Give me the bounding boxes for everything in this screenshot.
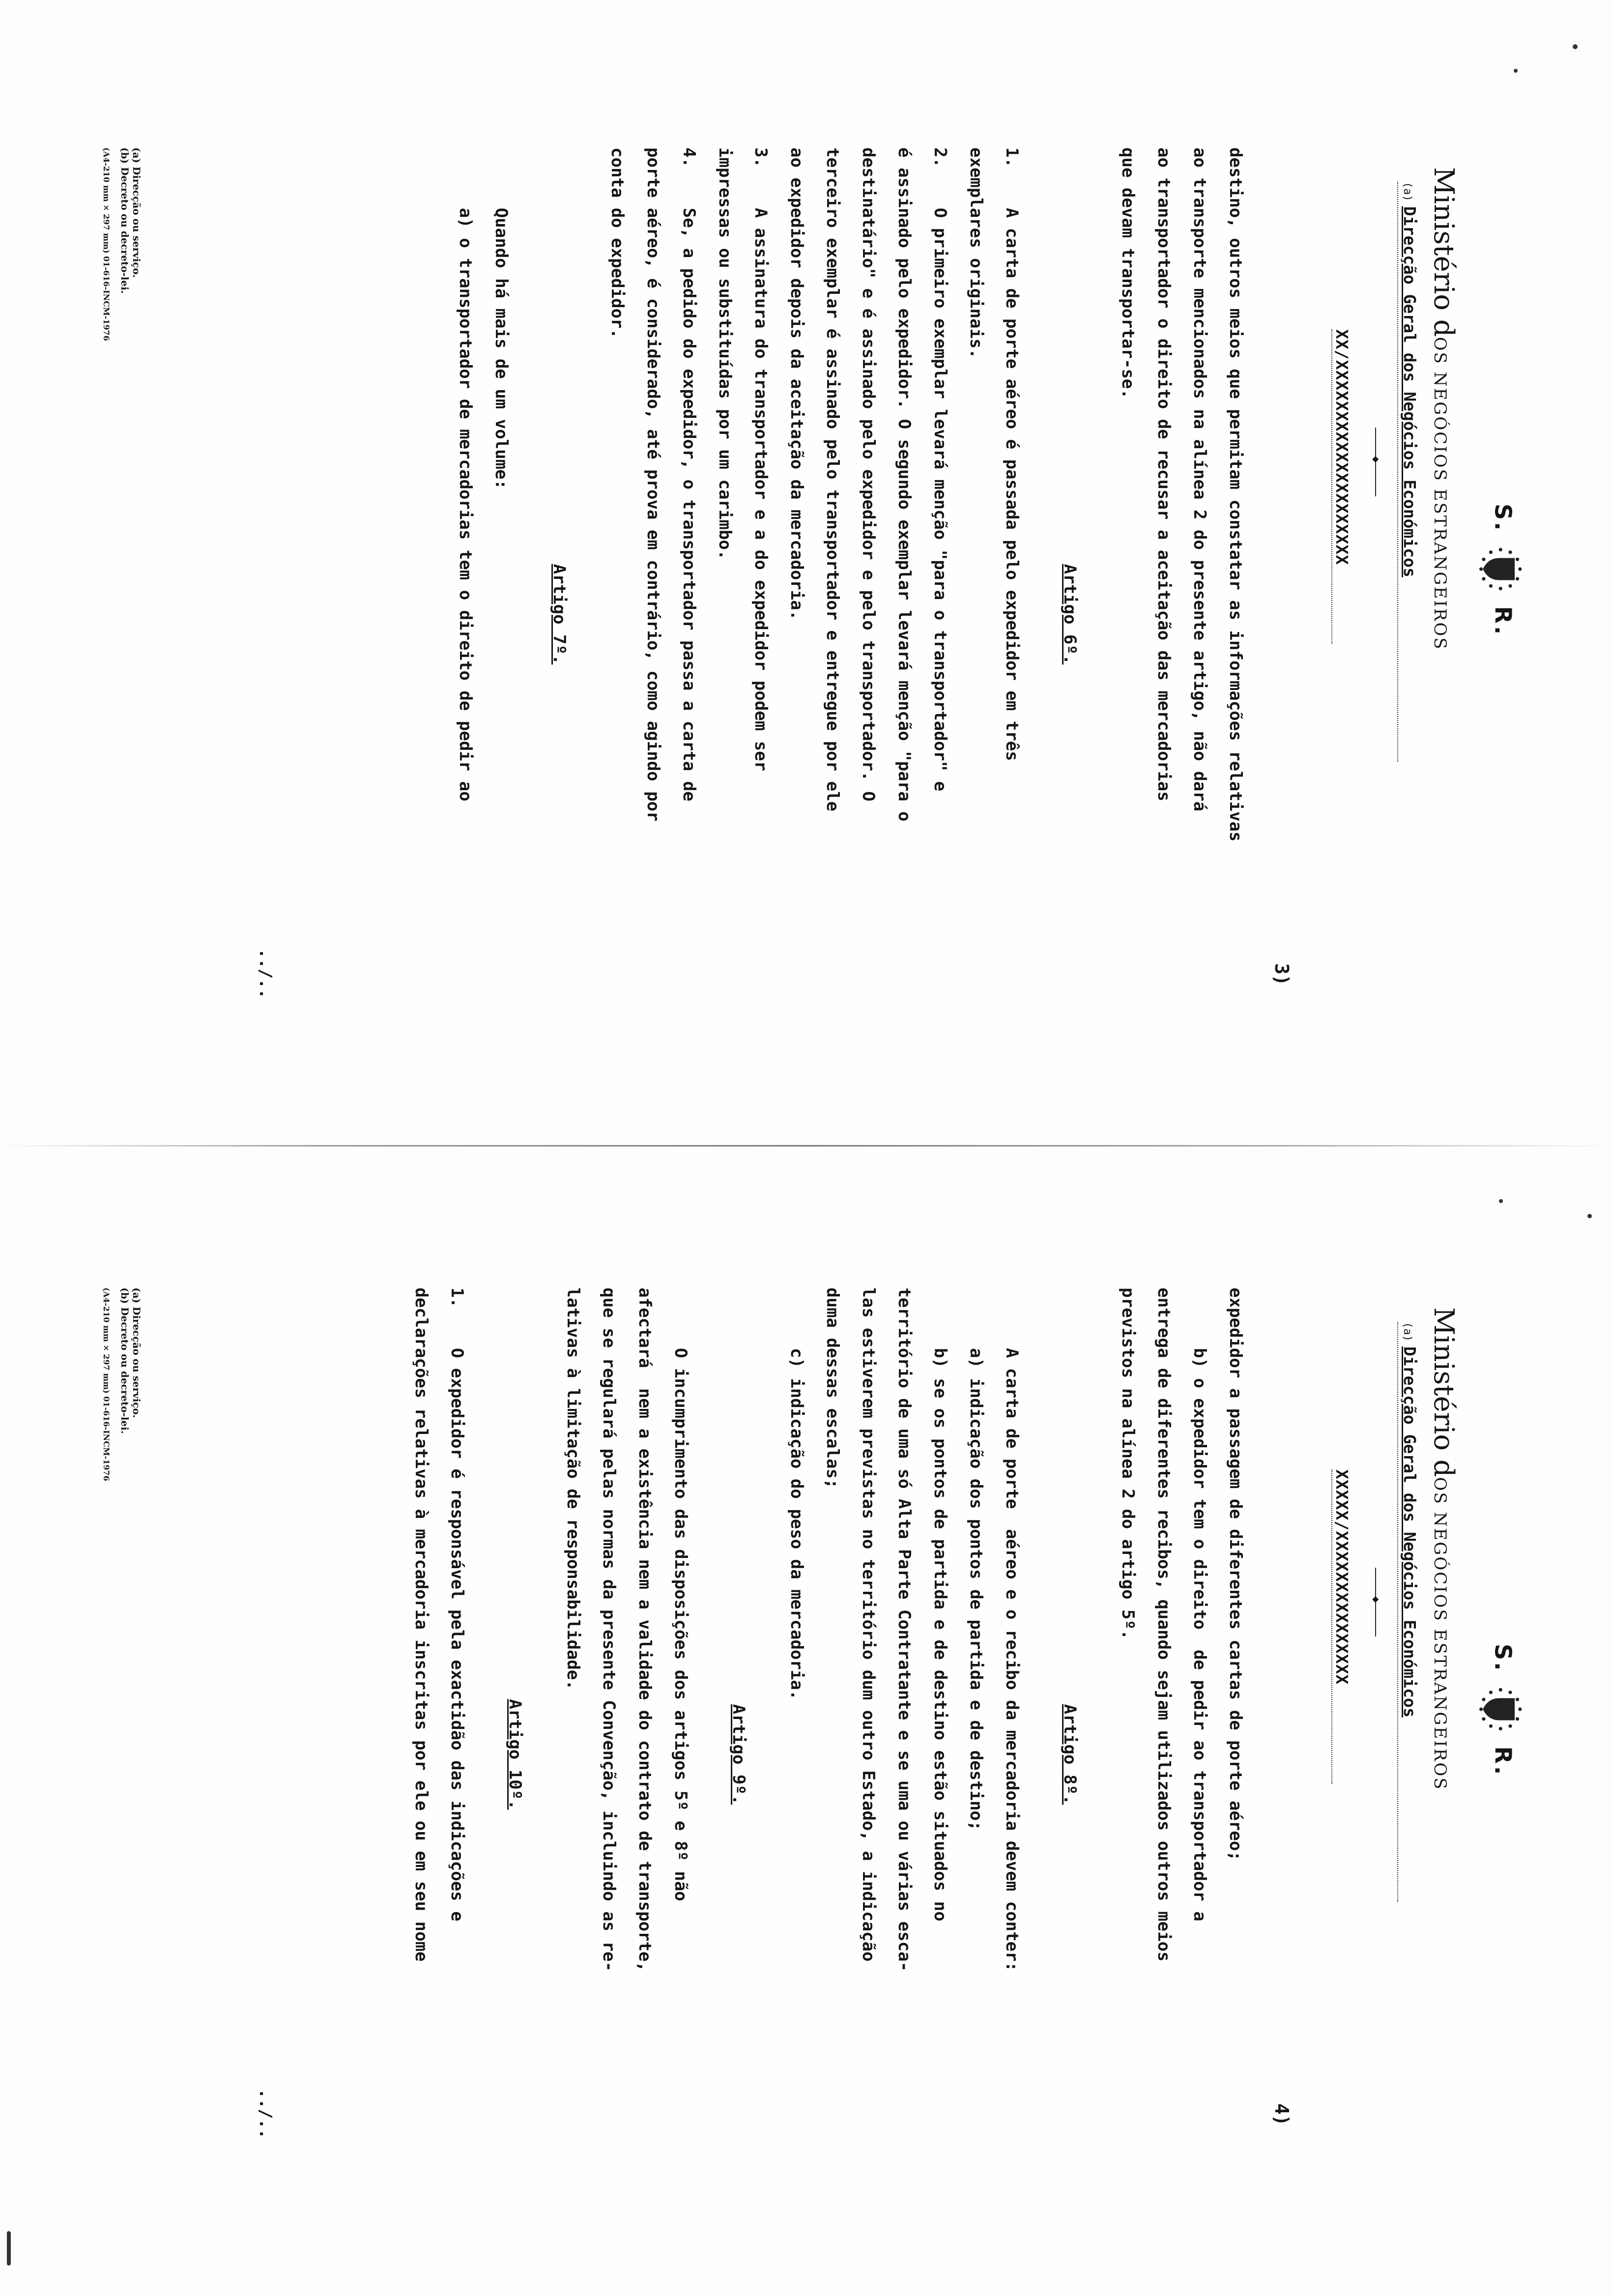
spacer	[533, 1288, 555, 2221]
coat-of-arms-icon	[1479, 1687, 1524, 1731]
spacer	[756, 1288, 778, 2221]
text-line: lativas à limitação de responsabilidade.	[563, 1288, 583, 1690]
text-line: ao transporte mencionados na alínea 2 do presente artigo, não dará	[1190, 147, 1209, 812]
text-line: las estiverem previstas no território dum outro Estado, a indicação	[859, 1288, 878, 1962]
page-number: 3)	[1271, 963, 1293, 986]
text-line: duma dessas escalas;	[823, 1288, 842, 1489]
ministry-prefix: Ministério d	[1428, 1307, 1460, 1477]
text-line: exemplares originais.	[966, 147, 986, 359]
text-line: O incumprimento das disposições dos artigos 5º e 8º não	[671, 1288, 691, 1901]
text-line: ao expedidor depois da aceitação da mercadoria.	[787, 147, 806, 621]
initial-right: R.	[1490, 1746, 1517, 1777]
footnote: (a) Direcção ou serviço.	[131, 1288, 143, 1418]
ornament-divider	[1375, 428, 1376, 496]
continuation-mark: ../..	[256, 948, 275, 999]
ministry-prefix: Ministério d	[1428, 167, 1460, 337]
text-line: terceiro exemplar é assinado pelo transportador e entregue por ele	[823, 147, 842, 812]
spacer	[1088, 1288, 1110, 2221]
text-line: entrega de diferentes recibos, quando sejam utilizados outros meios	[1154, 1288, 1174, 1962]
text-line: previstos na alínea 2 do artigo 5º.	[1118, 1288, 1138, 1640]
scan-speck	[1573, 44, 1578, 49]
spacer	[475, 1288, 497, 2221]
footnotes	[100, 147, 143, 341]
text-line: que devam transportar-se.	[1118, 147, 1138, 399]
direction-mark: (a)	[1401, 182, 1413, 201]
direction-name: Direcção Geral dos Negócios Económicos	[1400, 1346, 1419, 1718]
initial-left: S.	[1490, 1643, 1517, 1673]
text-line: afectará nem a existência nem a validade do contrato de transporte,	[635, 1288, 655, 1972]
spacer	[698, 1288, 720, 2221]
crest-header	[1479, 34, 1524, 1106]
text-line: impressas ou substituídas por um carimbo.	[715, 147, 735, 560]
spacer	[577, 147, 599, 1081]
ministry-title	[1428, 167, 1460, 651]
spacer	[1030, 1288, 1052, 2221]
text-line: A carta de porte aéreo e o recibo da mercadoria devem conter:	[1002, 1288, 1022, 1972]
text-line: a) indicação dos pontos de partida e de destino;	[966, 1288, 986, 1831]
text-line: declarações relativas à mercadoria inscritas por ele ou em seu nome	[411, 1288, 431, 1962]
print-code: (A4-210 mm × 297 mm) 01-616-INCM-1976	[102, 147, 111, 341]
text-line: 3. A assinatura do transportador e a do expedidor podem ser	[751, 147, 771, 772]
spacer	[519, 147, 541, 1081]
text-line: Quando há mais de um volume:	[491, 147, 511, 489]
direction-line	[1397, 182, 1419, 762]
article-heading: Artigo 9º.	[729, 1704, 748, 1805]
direction-mark: (a)	[1401, 1322, 1413, 1342]
footnote: (b) Decreto ou decreto-lei.	[119, 1288, 131, 1434]
coat-of-arms-icon	[1479, 547, 1524, 591]
text-line: a) o transportador de mercadorias tem o direito de pedir ao	[456, 147, 475, 802]
ministry-name: OS NEGÓCIOS ESTRANGEIROS	[1430, 337, 1450, 651]
text-line: porte aéreo, é considerado, até prova em contrário, como agindo por	[643, 147, 663, 822]
punch-mark	[7, 2231, 11, 2266]
footnotes	[100, 1288, 143, 1481]
page-3	[20, 34, 1533, 1106]
ornament-divider	[1375, 1568, 1376, 1636]
text-line: que se regulará pelas normas da presente Convenção, incluindo as re-	[599, 1288, 619, 1972]
text-line: 1. A carta de porte aéreo é passada pelo expedidor em três	[1002, 147, 1022, 761]
spacer	[1088, 147, 1110, 1081]
initial-left: S.	[1490, 503, 1517, 533]
scan-speck	[1587, 1214, 1592, 1218]
footnote: (a) Direcção ou serviço.	[131, 147, 143, 278]
page-number: 4)	[1271, 2103, 1293, 2126]
text-line: conta do expedidor.	[607, 147, 627, 339]
decree-line: XXXXX/XXXXXXXXXXXXXXX	[1331, 1469, 1352, 1784]
direction-name: Direcção Geral dos Negócios Económicos	[1400, 206, 1419, 577]
text-line: c) indicação do peso da mercadoria.	[787, 1288, 806, 1700]
document-body	[403, 1288, 1253, 2221]
text-line: destinatário" e é assinado pelo expedidor e pelo transportador. O	[859, 147, 878, 802]
article-heading: Artigo 8º.	[1060, 1704, 1080, 1805]
text-line: território de uma só Alta Parte Contratante e se uma ou várias esca-	[894, 1288, 914, 1972]
text-line: é assinado pelo expedidor. O segundo exemplar levará menção "para o	[894, 147, 914, 822]
scan-speck	[1514, 69, 1518, 73]
article-heading: Artigo 6º.	[1060, 564, 1080, 665]
footnote: (b) Decreto ou decreto-lei.	[119, 147, 131, 294]
text-line: 2. O primeiro exemplar levará menção "para o transportador" e	[930, 147, 950, 792]
text-line: 1. O expedidor é responsável pela exactidão das indicações e	[447, 1288, 467, 1922]
scan-speck	[1499, 1199, 1503, 1203]
spacer	[1030, 147, 1052, 1081]
document-body	[447, 147, 1253, 1081]
text-line: b) se os pontos de partida e de destino estão situados no	[930, 1288, 950, 1922]
crest-header	[1479, 1175, 1524, 2246]
text-line: b) o expedidor tem o direito de pedir ao transportador a	[1190, 1288, 1209, 1922]
article-heading: Artigo 10º.	[505, 1699, 525, 1810]
ministry-title	[1428, 1307, 1460, 1791]
text-line: ao transportador o direito de recusar a aceitação das mercadorias	[1154, 147, 1174, 802]
continuation-mark: ../..	[256, 2089, 275, 2139]
ministry-name: OS NEGÓCIOS ESTRANGEIROS	[1430, 1477, 1450, 1791]
print-code: (A4-210 mm × 297 mm) 01-616-INCM-1976	[102, 1288, 111, 1481]
text-line: destino, outros meios que permitam constatar as informações relativas	[1226, 147, 1245, 842]
initial-right: R.	[1490, 606, 1517, 637]
article-heading: Artigo 7º.	[549, 564, 569, 665]
direction-line	[1397, 1322, 1419, 1902]
text-line: 4. Se, a pedido do expedidor, o transportador passa a carta de	[679, 147, 699, 802]
page-fold-line	[0, 1145, 1612, 1147]
decree-line: XX/XXXXXXXXXXXXXXXXXXXX	[1331, 329, 1352, 644]
text-line: expedidor a passagem de diferentes cartas de porte aéreo;	[1226, 1288, 1245, 1861]
page-4	[20, 1175, 1533, 2246]
